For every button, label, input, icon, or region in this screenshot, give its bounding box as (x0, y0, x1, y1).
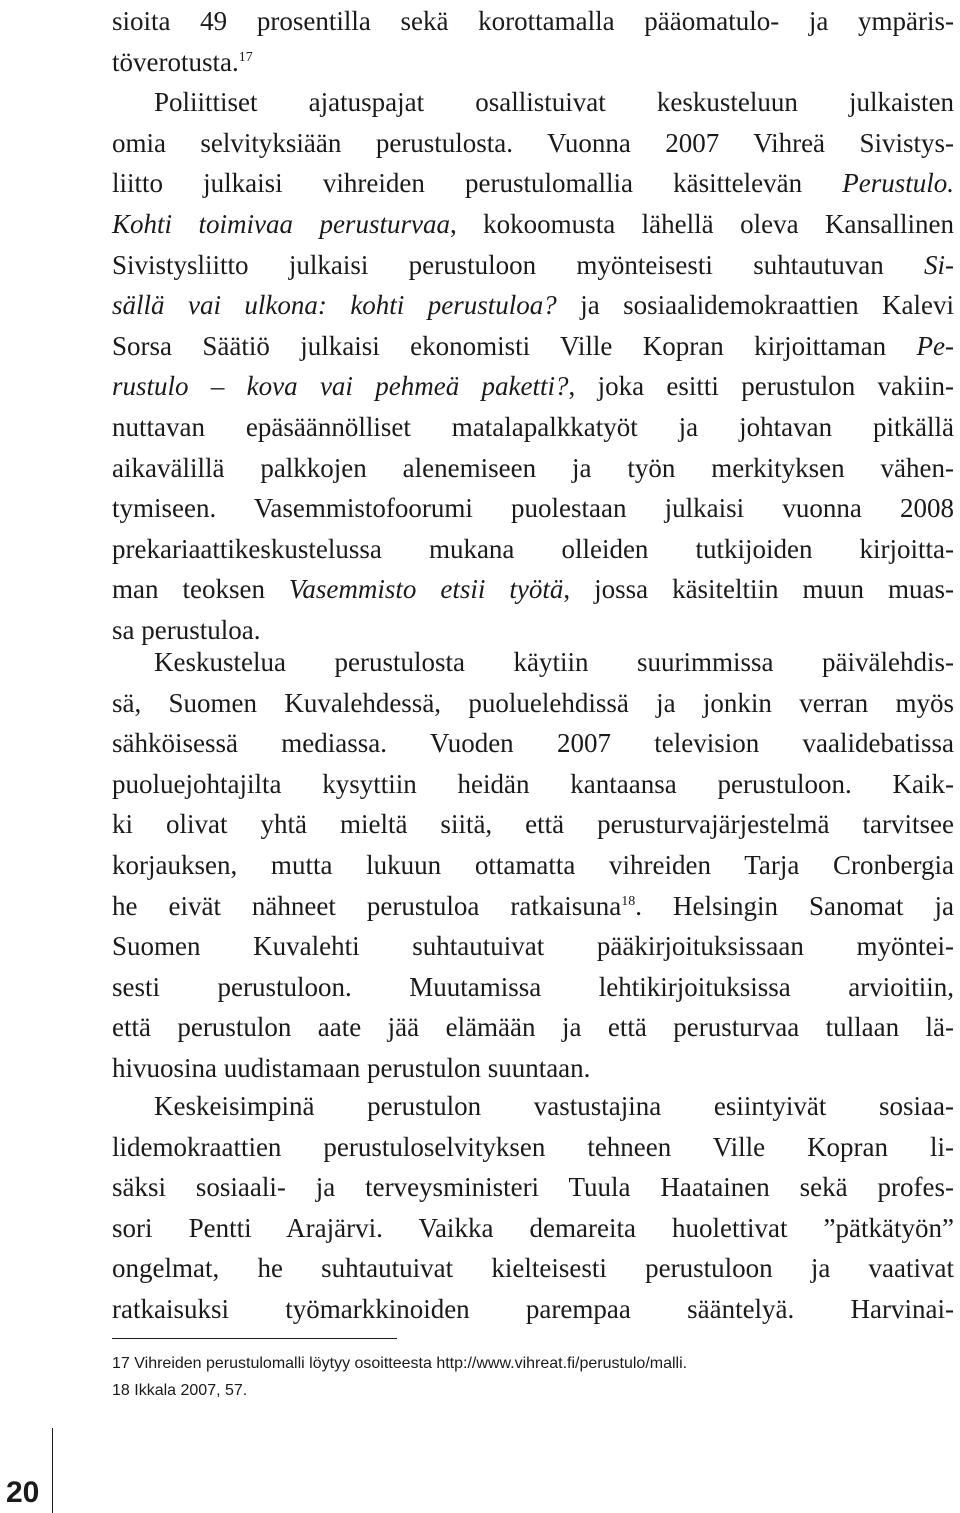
paragraph-1 (112, 1, 954, 651)
footnote-ref-18[interactable]: 18 (621, 893, 636, 909)
text-span: ongelmat, he suhtautuivat kielteisesti perustuloon ja vaativat (112, 1253, 954, 1284)
footnote-18 (112, 1377, 954, 1404)
text-line (112, 448, 954, 489)
text-line (112, 1248, 954, 1289)
footnote-ref-17[interactable]: 17 (238, 49, 253, 65)
text-span: , jossa käsiteltiin muun muas- (563, 574, 954, 605)
text-line (112, 804, 954, 845)
footnotes (112, 1350, 954, 1404)
text-span: man teoksen (112, 574, 289, 605)
text-line (112, 285, 954, 326)
text-span: ratkaisuksi työmarkkinoiden parempaa sääntelyä. Harvinai- (112, 1293, 954, 1324)
book-title: Si- (924, 249, 954, 280)
text-line (112, 82, 954, 123)
margin-divider (52, 1428, 53, 1513)
text-span: ja sosiaalidemokraattien Kalevi (556, 290, 954, 321)
text-span: ki olivat yhtä mieltä siitä, että perusturvajärjestelmä tarvitsee (112, 809, 954, 840)
footnote-number: 17 (112, 1355, 130, 1372)
text-span: puoluejohtajilta kysyttiin heidän kantaansa perustuloon. Kaik- (112, 768, 954, 799)
text-line (112, 723, 954, 764)
text-line (112, 1007, 954, 1048)
page-number: 20 (6, 1476, 40, 1509)
text-line (112, 529, 954, 570)
book-title: rustulo – kova vai pehmeä paketti? (112, 371, 569, 402)
book-title: Kohti toimivaa perusturvaa (112, 208, 450, 239)
text-span: korjauksen, mutta lukuun ottamatta vihreiden Tarja Cronbergia (112, 849, 954, 880)
book-title: Perustulo. (842, 168, 954, 199)
text-span: Keskustelua perustulosta käytiin suurimmissa päivälehdis- (154, 647, 954, 677)
text-span: nuttavan epäsäännölliset matalapalkkatyöt ja johtavan pitkällä (112, 411, 954, 442)
text-span: lidemokraattien perustuloselvityksen tehneen Ville Kopran li- (112, 1131, 954, 1162)
book-title: Pe- (916, 330, 954, 361)
text-line (112, 1048, 954, 1089)
text-span: prekariaattikeskustelussa mukana olleiden tutkijoiden kirjoitta- (112, 533, 954, 564)
text-line (112, 1167, 954, 1208)
text-span: he eivät nähneet perustuloa ratkaisuna (112, 890, 622, 921)
text-line (112, 1127, 954, 1168)
text-line (112, 204, 954, 245)
text-line (112, 764, 954, 805)
footnote-divider (112, 1338, 397, 1339)
text-span: liitto julkaisi vihreiden perustulomallia käsittelevän (112, 168, 843, 199)
text-line (112, 683, 954, 724)
text-line (112, 642, 954, 683)
text-span: omia selvityksiään perustulosta. Vuonna 2007 Vihreä Sivistys- (112, 127, 954, 158)
text-span: sioita 49 prosentilla sekä korottamalla pääomatulo- ja ympäris- (112, 6, 954, 36)
text-span: sähköisessä mediassa. Vuoden 2007 television vaalidebatissa (112, 728, 954, 759)
text-span: sa perustuloa. (112, 614, 261, 645)
text-line (112, 926, 954, 967)
text-line (112, 245, 954, 286)
text-line (112, 326, 954, 367)
text-span: säksi sosiaali- ja terveysministeri Tuula Haatainen sekä profes- (112, 1172, 954, 1203)
text-line (112, 1208, 954, 1249)
text-span: Keskeisimpinä perustulon vastustajina esiintyivät sosiaa- (154, 1091, 954, 1121)
text-span: sä, Suomen Kuvalehdessä, puoluelehdissä ja jonkin verran myös (112, 687, 954, 718)
text-line (112, 366, 954, 407)
text-line (112, 123, 954, 164)
text-line (112, 42, 954, 83)
text-span: tymiseen. Vasemmistofoorumi puolestaan julkaisi vuonna 2008 (112, 493, 954, 524)
text-span: että perustulon aate jää elämään ja että perusturvaa tullaan lä- (112, 1012, 954, 1043)
book-title: Vasemmisto etsii työtä (288, 574, 564, 605)
text-line (112, 1289, 954, 1330)
text-span: Poliittiset ajatuspajat osallistuivat keskusteluun julkaisten (154, 87, 954, 118)
text-span: aikavälillä palkkojen alenemiseen ja työn merkityksen vähen- (112, 452, 954, 483)
text-span: Sivistysliitto julkaisi perustuloon myönteisesti suhtautuvan (112, 249, 924, 280)
footnote-text: Ikkala 2007, 57. (134, 1382, 248, 1399)
text-line (112, 1, 954, 42)
text-span: sori Pentti Arajärvi. Vaikka demareita huolettivat ”pätkätyön” (112, 1212, 954, 1243)
text-line (112, 407, 954, 448)
text-line (112, 886, 954, 927)
book-title: sällä vai ulkona: kohti perustuloa? (112, 290, 557, 321)
text-span: , joka esitti perustulon vakiin- (568, 371, 954, 402)
footnote-text: Vihreiden perustulomalli löytyy osoitteesta http://www.vihreat.fi/perustulo/malli. (134, 1355, 688, 1372)
text-line (112, 163, 954, 204)
text-span: Suomen Kuvalehti suhtautuivat pääkirjoituksissaan myöntei- (112, 931, 954, 962)
paragraph-2 (112, 642, 954, 1089)
footnote-number: 18 (112, 1382, 130, 1399)
text-span: . Helsingin Sanomat ja (635, 890, 954, 921)
paragraph-3 (112, 1086, 954, 1330)
text-line (112, 845, 954, 886)
text-span: sesti perustuloon. Muutamissa lehtikirjoituksissa arvioitiin, (112, 971, 954, 1002)
text-line (112, 569, 954, 610)
text-line (112, 488, 954, 529)
text-line (112, 1086, 954, 1127)
text-span: töverotusta. (112, 46, 239, 77)
text-span: Sorsa Säätiö julkaisi ekonomisti Ville Kopran kirjoittaman (112, 330, 917, 361)
footnote-17 (112, 1350, 954, 1377)
text-span: hivuosina uudistamaan perustulon suuntaan. (112, 1052, 591, 1083)
text-span: , kokoomusta lähellä oleva Kansallinen (449, 208, 954, 239)
text-line (112, 967, 954, 1008)
